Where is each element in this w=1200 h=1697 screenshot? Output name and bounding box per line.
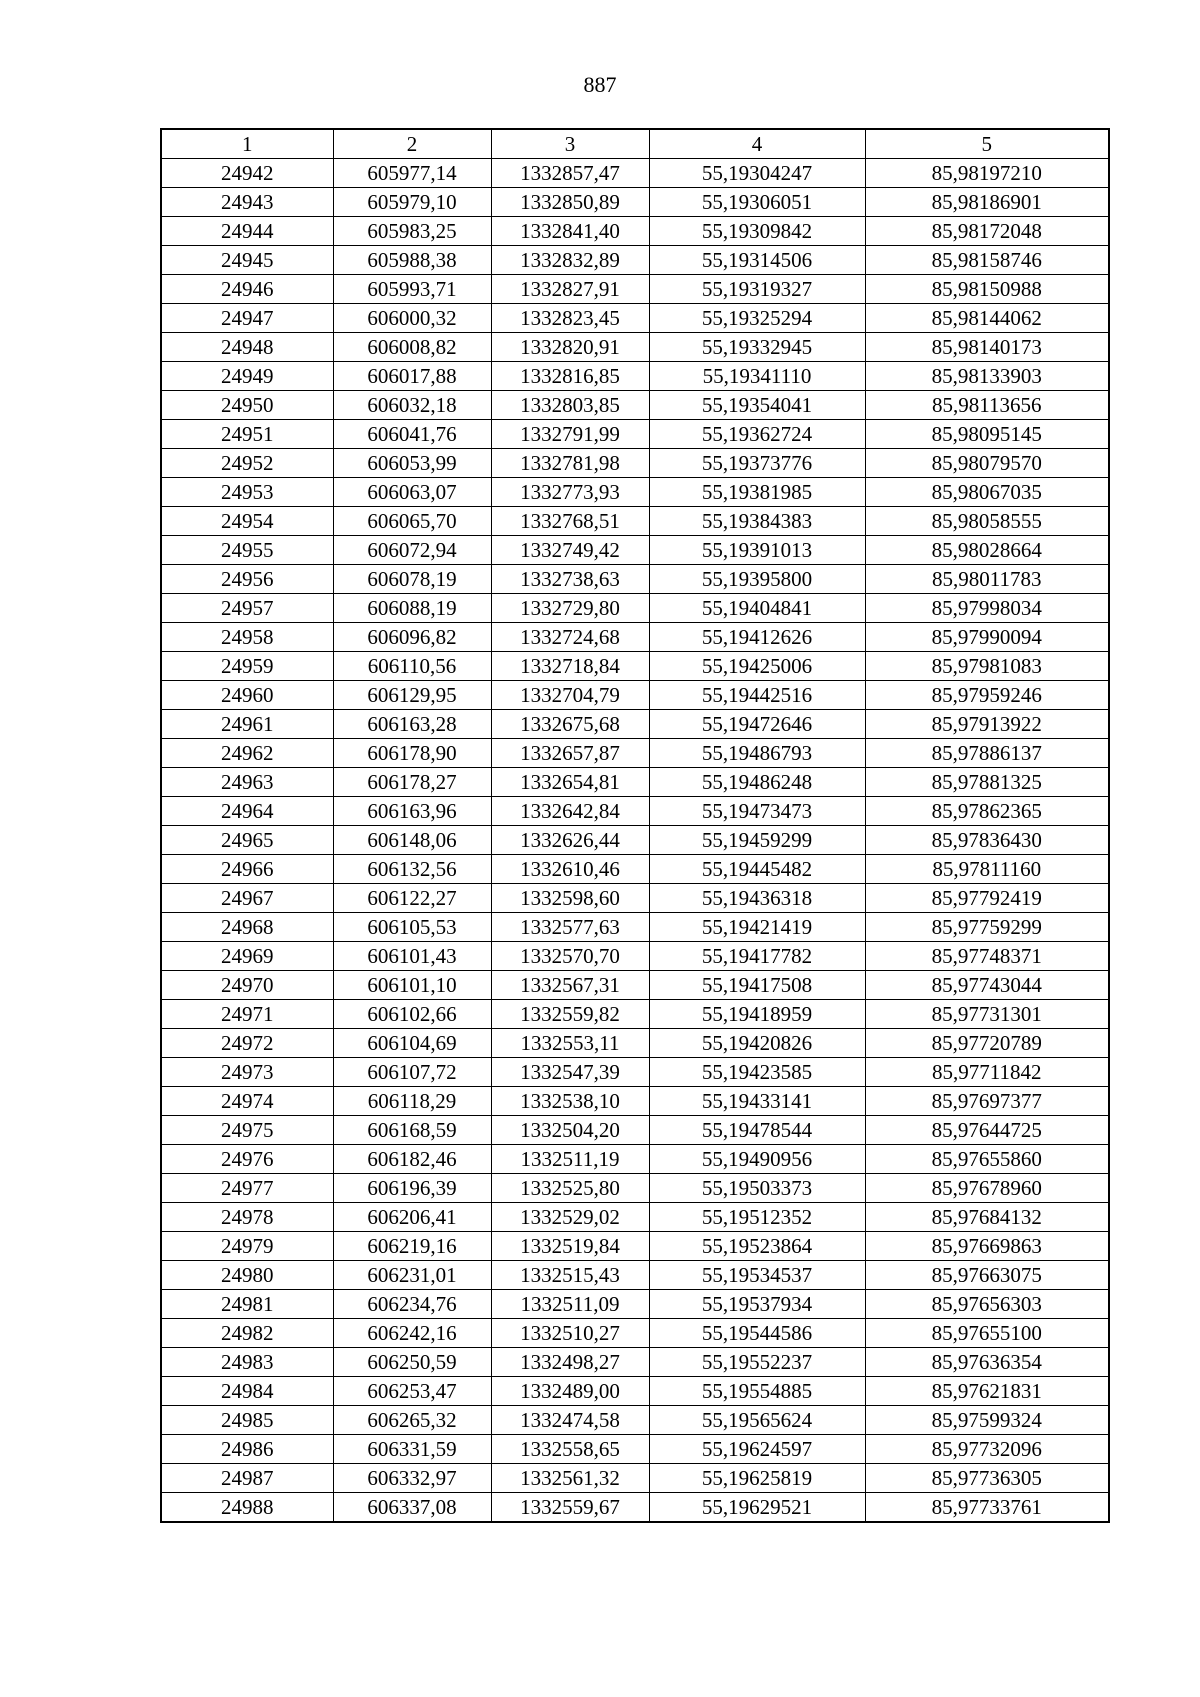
- longitude-cell: 85,97663075: [865, 1261, 1109, 1290]
- point-number-cell: 24953: [161, 478, 333, 507]
- point-number-cell: 24985: [161, 1406, 333, 1435]
- x-coordinate-cell: 606332,97: [333, 1464, 491, 1493]
- table-row: [161, 159, 1109, 188]
- table-row: [161, 710, 1109, 739]
- y-coordinate-cell: 1332803,85: [491, 391, 649, 420]
- y-coordinate-cell: 1332559,82: [491, 1000, 649, 1029]
- latitude-cell: 55,19373776: [649, 449, 865, 478]
- table-row: [161, 942, 1109, 971]
- x-coordinate-cell: 606219,16: [333, 1232, 491, 1261]
- column-header-2: 2: [333, 129, 491, 159]
- x-coordinate-cell: 606178,90: [333, 739, 491, 768]
- latitude-cell: 55,19433141: [649, 1087, 865, 1116]
- table-row: [161, 1377, 1109, 1406]
- latitude-cell: 55,19478544: [649, 1116, 865, 1145]
- latitude-cell: 55,19523864: [649, 1232, 865, 1261]
- latitude-cell: 55,19395800: [649, 565, 865, 594]
- x-coordinate-cell: 606078,19: [333, 565, 491, 594]
- longitude-cell: 85,97913922: [865, 710, 1109, 739]
- longitude-cell: 85,97881325: [865, 768, 1109, 797]
- longitude-cell: 85,98028664: [865, 536, 1109, 565]
- y-coordinate-cell: 1332515,43: [491, 1261, 649, 1290]
- x-coordinate-cell: 606032,18: [333, 391, 491, 420]
- y-coordinate-cell: 1332558,65: [491, 1435, 649, 1464]
- y-coordinate-cell: 1332489,00: [491, 1377, 649, 1406]
- x-coordinate-cell: 606065,70: [333, 507, 491, 536]
- y-coordinate-cell: 1332820,91: [491, 333, 649, 362]
- latitude-cell: 55,19423585: [649, 1058, 865, 1087]
- latitude-cell: 55,19306051: [649, 188, 865, 217]
- point-number-cell: 24944: [161, 217, 333, 246]
- column-header-5: 5: [865, 129, 1109, 159]
- latitude-cell: 55,19417782: [649, 942, 865, 971]
- latitude-cell: 55,19512352: [649, 1203, 865, 1232]
- table-row: [161, 1116, 1109, 1145]
- latitude-cell: 55,19362724: [649, 420, 865, 449]
- point-number-cell: 24981: [161, 1290, 333, 1319]
- latitude-cell: 55,19459299: [649, 826, 865, 855]
- y-coordinate-cell: 1332529,02: [491, 1203, 649, 1232]
- longitude-cell: 85,98058555: [865, 507, 1109, 536]
- column-header-3: 3: [491, 129, 649, 159]
- y-coordinate-cell: 1332626,44: [491, 826, 649, 855]
- x-coordinate-cell: 606088,19: [333, 594, 491, 623]
- longitude-cell: 85,97732096: [865, 1435, 1109, 1464]
- x-coordinate-cell: 605993,71: [333, 275, 491, 304]
- x-coordinate-cell: 606148,06: [333, 826, 491, 855]
- y-coordinate-cell: 1332704,79: [491, 681, 649, 710]
- latitude-cell: 55,19304247: [649, 159, 865, 188]
- x-coordinate-cell: 606104,69: [333, 1029, 491, 1058]
- x-coordinate-cell: 606105,53: [333, 913, 491, 942]
- table-row: [161, 652, 1109, 681]
- table-header: [161, 129, 1109, 159]
- x-coordinate-cell: 606063,07: [333, 478, 491, 507]
- longitude-cell: 85,97862365: [865, 797, 1109, 826]
- latitude-cell: 55,19472646: [649, 710, 865, 739]
- latitude-cell: 55,19325294: [649, 304, 865, 333]
- latitude-cell: 55,19565624: [649, 1406, 865, 1435]
- latitude-cell: 55,19436318: [649, 884, 865, 913]
- table-row: [161, 507, 1109, 536]
- latitude-cell: 55,19534537: [649, 1261, 865, 1290]
- point-number-cell: 24957: [161, 594, 333, 623]
- y-coordinate-cell: 1332729,80: [491, 594, 649, 623]
- x-coordinate-cell: 605983,25: [333, 217, 491, 246]
- table-row: [161, 594, 1109, 623]
- point-number-cell: 24976: [161, 1145, 333, 1174]
- point-number-cell: 24967: [161, 884, 333, 913]
- y-coordinate-cell: 1332718,84: [491, 652, 649, 681]
- table-row: [161, 1058, 1109, 1087]
- table-row: [161, 971, 1109, 1000]
- point-number-cell: 24950: [161, 391, 333, 420]
- y-coordinate-cell: 1332850,89: [491, 188, 649, 217]
- x-coordinate-cell: 606110,56: [333, 652, 491, 681]
- point-number-cell: 24945: [161, 246, 333, 275]
- table-row: [161, 217, 1109, 246]
- x-coordinate-cell: 606132,56: [333, 855, 491, 884]
- longitude-cell: 85,98095145: [865, 420, 1109, 449]
- table-row: [161, 1319, 1109, 1348]
- longitude-cell: 85,97656303: [865, 1290, 1109, 1319]
- latitude-cell: 55,19554885: [649, 1377, 865, 1406]
- point-number-cell: 24975: [161, 1116, 333, 1145]
- y-coordinate-cell: 1332511,09: [491, 1290, 649, 1319]
- point-number-cell: 24974: [161, 1087, 333, 1116]
- latitude-cell: 55,19341110: [649, 362, 865, 391]
- latitude-cell: 55,19544586: [649, 1319, 865, 1348]
- table-row: [161, 826, 1109, 855]
- longitude-cell: 85,98079570: [865, 449, 1109, 478]
- x-coordinate-cell: 606053,99: [333, 449, 491, 478]
- latitude-cell: 55,19552237: [649, 1348, 865, 1377]
- y-coordinate-cell: 1332738,63: [491, 565, 649, 594]
- longitude-cell: 85,98172048: [865, 217, 1109, 246]
- x-coordinate-cell: 606107,72: [333, 1058, 491, 1087]
- point-number-cell: 24942: [161, 159, 333, 188]
- table-row: [161, 1406, 1109, 1435]
- x-coordinate-cell: 606163,96: [333, 797, 491, 826]
- table-body: [161, 159, 1109, 1523]
- table-row: [161, 391, 1109, 420]
- y-coordinate-cell: 1332749,42: [491, 536, 649, 565]
- latitude-cell: 55,19442516: [649, 681, 865, 710]
- y-coordinate-cell: 1332610,46: [491, 855, 649, 884]
- table-row: [161, 1145, 1109, 1174]
- column-header-1: 1: [161, 129, 333, 159]
- point-number-cell: 24954: [161, 507, 333, 536]
- x-coordinate-cell: 606129,95: [333, 681, 491, 710]
- point-number-cell: 24983: [161, 1348, 333, 1377]
- longitude-cell: 85,97684132: [865, 1203, 1109, 1232]
- point-number-cell: 24955: [161, 536, 333, 565]
- y-coordinate-cell: 1332474,58: [491, 1406, 649, 1435]
- y-coordinate-cell: 1332511,19: [491, 1145, 649, 1174]
- point-number-cell: 24962: [161, 739, 333, 768]
- point-number-cell: 24982: [161, 1319, 333, 1348]
- y-coordinate-cell: 1332768,51: [491, 507, 649, 536]
- longitude-cell: 85,97599324: [865, 1406, 1109, 1435]
- point-number-cell: 24971: [161, 1000, 333, 1029]
- longitude-cell: 85,97669863: [865, 1232, 1109, 1261]
- x-coordinate-cell: 606234,76: [333, 1290, 491, 1319]
- point-number-cell: 24952: [161, 449, 333, 478]
- y-coordinate-cell: 1332498,27: [491, 1348, 649, 1377]
- longitude-cell: 85,97743044: [865, 971, 1109, 1000]
- latitude-cell: 55,19486248: [649, 768, 865, 797]
- table-row: [161, 1290, 1109, 1319]
- y-coordinate-cell: 1332519,84: [491, 1232, 649, 1261]
- point-number-cell: 24978: [161, 1203, 333, 1232]
- point-number-cell: 24956: [161, 565, 333, 594]
- x-coordinate-cell: 606008,82: [333, 333, 491, 362]
- latitude-cell: 55,19417508: [649, 971, 865, 1000]
- longitude-cell: 85,98067035: [865, 478, 1109, 507]
- y-coordinate-cell: 1332570,70: [491, 942, 649, 971]
- longitude-cell: 85,97720789: [865, 1029, 1109, 1058]
- longitude-cell: 85,97678960: [865, 1174, 1109, 1203]
- coordinates-table: [160, 128, 1110, 1523]
- longitude-cell: 85,98197210: [865, 159, 1109, 188]
- latitude-cell: 55,19332945: [649, 333, 865, 362]
- point-number-cell: 24947: [161, 304, 333, 333]
- point-number-cell: 24987: [161, 1464, 333, 1493]
- longitude-cell: 85,98133903: [865, 362, 1109, 391]
- y-coordinate-cell: 1332791,99: [491, 420, 649, 449]
- y-coordinate-cell: 1332675,68: [491, 710, 649, 739]
- table-row: [161, 188, 1109, 217]
- x-coordinate-cell: 606101,10: [333, 971, 491, 1000]
- table-row: [161, 565, 1109, 594]
- longitude-cell: 85,98113656: [865, 391, 1109, 420]
- longitude-cell: 85,98150988: [865, 275, 1109, 304]
- latitude-cell: 55,19421419: [649, 913, 865, 942]
- y-coordinate-cell: 1332598,60: [491, 884, 649, 913]
- longitude-cell: 85,97621831: [865, 1377, 1109, 1406]
- x-coordinate-cell: 606182,46: [333, 1145, 491, 1174]
- longitude-cell: 85,97644725: [865, 1116, 1109, 1145]
- longitude-cell: 85,97886137: [865, 739, 1109, 768]
- latitude-cell: 55,19490956: [649, 1145, 865, 1174]
- x-coordinate-cell: 606250,59: [333, 1348, 491, 1377]
- table-row: [161, 797, 1109, 826]
- table-row: [161, 1232, 1109, 1261]
- y-coordinate-cell: 1332547,39: [491, 1058, 649, 1087]
- latitude-cell: 55,19404841: [649, 594, 865, 623]
- point-number-cell: 24943: [161, 188, 333, 217]
- latitude-cell: 55,19418959: [649, 1000, 865, 1029]
- latitude-cell: 55,19354041: [649, 391, 865, 420]
- y-coordinate-cell: 1332654,81: [491, 768, 649, 797]
- y-coordinate-cell: 1332561,32: [491, 1464, 649, 1493]
- table-row: [161, 739, 1109, 768]
- longitude-cell: 85,97990094: [865, 623, 1109, 652]
- longitude-cell: 85,98140173: [865, 333, 1109, 362]
- y-coordinate-cell: 1332857,47: [491, 159, 649, 188]
- y-coordinate-cell: 1332538,10: [491, 1087, 649, 1116]
- table-row: [161, 275, 1109, 304]
- x-coordinate-cell: 605979,10: [333, 188, 491, 217]
- x-coordinate-cell: 606118,29: [333, 1087, 491, 1116]
- table-row: [161, 1174, 1109, 1203]
- y-coordinate-cell: 1332525,80: [491, 1174, 649, 1203]
- longitude-cell: 85,98144062: [865, 304, 1109, 333]
- y-coordinate-cell: 1332773,93: [491, 478, 649, 507]
- longitude-cell: 85,97636354: [865, 1348, 1109, 1377]
- x-coordinate-cell: 606096,82: [333, 623, 491, 652]
- x-coordinate-cell: 606196,39: [333, 1174, 491, 1203]
- table-row: [161, 1464, 1109, 1493]
- table-row: [161, 681, 1109, 710]
- table-row: [161, 1029, 1109, 1058]
- y-coordinate-cell: 1332559,67: [491, 1493, 649, 1523]
- longitude-cell: 85,97655100: [865, 1319, 1109, 1348]
- point-number-cell: 24977: [161, 1174, 333, 1203]
- latitude-cell: 55,19629521: [649, 1493, 865, 1523]
- latitude-cell: 55,19425006: [649, 652, 865, 681]
- point-number-cell: 24951: [161, 420, 333, 449]
- x-coordinate-cell: 606206,41: [333, 1203, 491, 1232]
- latitude-cell: 55,19391013: [649, 536, 865, 565]
- longitude-cell: 85,97731301: [865, 1000, 1109, 1029]
- table-row: [161, 913, 1109, 942]
- point-number-cell: 24968: [161, 913, 333, 942]
- longitude-cell: 85,97748371: [865, 942, 1109, 971]
- x-coordinate-cell: 606331,59: [333, 1435, 491, 1464]
- table-row: [161, 855, 1109, 884]
- x-coordinate-cell: 606178,27: [333, 768, 491, 797]
- x-coordinate-cell: 606102,66: [333, 1000, 491, 1029]
- latitude-cell: 55,19624597: [649, 1435, 865, 1464]
- x-coordinate-cell: 606231,01: [333, 1261, 491, 1290]
- table-row: [161, 1348, 1109, 1377]
- longitude-cell: 85,97792419: [865, 884, 1109, 913]
- table-row: [161, 1087, 1109, 1116]
- longitude-cell: 85,98011783: [865, 565, 1109, 594]
- header-row: [161, 129, 1109, 159]
- table-row: [161, 536, 1109, 565]
- point-number-cell: 24964: [161, 797, 333, 826]
- y-coordinate-cell: 1332504,20: [491, 1116, 649, 1145]
- y-coordinate-cell: 1332657,87: [491, 739, 649, 768]
- point-number-cell: 24970: [161, 971, 333, 1000]
- x-coordinate-cell: 605977,14: [333, 159, 491, 188]
- y-coordinate-cell: 1332841,40: [491, 217, 649, 246]
- point-number-cell: 24949: [161, 362, 333, 391]
- table-row: [161, 333, 1109, 362]
- latitude-cell: 55,19473473: [649, 797, 865, 826]
- latitude-cell: 55,19319327: [649, 275, 865, 304]
- latitude-cell: 55,19412626: [649, 623, 865, 652]
- table-row: [161, 449, 1109, 478]
- latitude-cell: 55,19445482: [649, 855, 865, 884]
- point-number-cell: 24984: [161, 1377, 333, 1406]
- table-row: [161, 304, 1109, 333]
- x-coordinate-cell: 606101,43: [333, 942, 491, 971]
- x-coordinate-cell: 606253,47: [333, 1377, 491, 1406]
- x-coordinate-cell: 606000,32: [333, 304, 491, 333]
- x-coordinate-cell: 606041,76: [333, 420, 491, 449]
- table-row: [161, 623, 1109, 652]
- y-coordinate-cell: 1332816,85: [491, 362, 649, 391]
- x-coordinate-cell: 606017,88: [333, 362, 491, 391]
- table-row: [161, 1261, 1109, 1290]
- y-coordinate-cell: 1332827,91: [491, 275, 649, 304]
- column-header-4: 4: [649, 129, 865, 159]
- point-number-cell: 24969: [161, 942, 333, 971]
- x-coordinate-cell: 606337,08: [333, 1493, 491, 1523]
- longitude-cell: 85,97736305: [865, 1464, 1109, 1493]
- x-coordinate-cell: 606072,94: [333, 536, 491, 565]
- table-row: [161, 246, 1109, 275]
- point-number-cell: 24946: [161, 275, 333, 304]
- latitude-cell: 55,19314506: [649, 246, 865, 275]
- point-number-cell: 24960: [161, 681, 333, 710]
- x-coordinate-cell: 605988,38: [333, 246, 491, 275]
- point-number-cell: 24980: [161, 1261, 333, 1290]
- y-coordinate-cell: 1332823,45: [491, 304, 649, 333]
- longitude-cell: 85,97711842: [865, 1058, 1109, 1087]
- latitude-cell: 55,19537934: [649, 1290, 865, 1319]
- latitude-cell: 55,19384383: [649, 507, 865, 536]
- table-row: [161, 768, 1109, 797]
- point-number-cell: 24988: [161, 1493, 333, 1523]
- longitude-cell: 85,97836430: [865, 826, 1109, 855]
- point-number-cell: 24979: [161, 1232, 333, 1261]
- point-number-cell: 24959: [161, 652, 333, 681]
- latitude-cell: 55,19625819: [649, 1464, 865, 1493]
- point-number-cell: 24965: [161, 826, 333, 855]
- point-number-cell: 24966: [161, 855, 333, 884]
- point-number-cell: 24972: [161, 1029, 333, 1058]
- point-number-cell: 24986: [161, 1435, 333, 1464]
- longitude-cell: 85,97655860: [865, 1145, 1109, 1174]
- longitude-cell: 85,97697377: [865, 1087, 1109, 1116]
- x-coordinate-cell: 606163,28: [333, 710, 491, 739]
- page-number: 887: [583, 72, 617, 97]
- longitude-cell: 85,97981083: [865, 652, 1109, 681]
- longitude-cell: 85,97759299: [865, 913, 1109, 942]
- y-coordinate-cell: 1332577,63: [491, 913, 649, 942]
- longitude-cell: 85,98186901: [865, 188, 1109, 217]
- table-row: [161, 1203, 1109, 1232]
- table-row: [161, 1000, 1109, 1029]
- point-number-cell: 24958: [161, 623, 333, 652]
- table-row: [161, 884, 1109, 913]
- table-row: [161, 1435, 1109, 1464]
- longitude-cell: 85,98158746: [865, 246, 1109, 275]
- point-number-cell: 24963: [161, 768, 333, 797]
- latitude-cell: 55,19503373: [649, 1174, 865, 1203]
- longitude-cell: 85,97959246: [865, 681, 1109, 710]
- point-number-cell: 24961: [161, 710, 333, 739]
- longitude-cell: 85,97811160: [865, 855, 1109, 884]
- longitude-cell: 85,97998034: [865, 594, 1109, 623]
- x-coordinate-cell: 606265,32: [333, 1406, 491, 1435]
- y-coordinate-cell: 1332724,68: [491, 623, 649, 652]
- y-coordinate-cell: 1332510,27: [491, 1319, 649, 1348]
- latitude-cell: 55,19420826: [649, 1029, 865, 1058]
- table-row: [161, 1493, 1109, 1523]
- x-coordinate-cell: 606242,16: [333, 1319, 491, 1348]
- y-coordinate-cell: 1332781,98: [491, 449, 649, 478]
- y-coordinate-cell: 1332832,89: [491, 246, 649, 275]
- table-row: [161, 478, 1109, 507]
- y-coordinate-cell: 1332553,11: [491, 1029, 649, 1058]
- point-number-cell: 24948: [161, 333, 333, 362]
- latitude-cell: 55,19381985: [649, 478, 865, 507]
- x-coordinate-cell: 606122,27: [333, 884, 491, 913]
- longitude-cell: 85,97733761: [865, 1493, 1109, 1523]
- table-row: [161, 362, 1109, 391]
- latitude-cell: 55,19309842: [649, 217, 865, 246]
- y-coordinate-cell: 1332642,84: [491, 797, 649, 826]
- table-row: [161, 420, 1109, 449]
- y-coordinate-cell: 1332567,31: [491, 971, 649, 1000]
- point-number-cell: 24973: [161, 1058, 333, 1087]
- latitude-cell: 55,19486793: [649, 739, 865, 768]
- x-coordinate-cell: 606168,59: [333, 1116, 491, 1145]
